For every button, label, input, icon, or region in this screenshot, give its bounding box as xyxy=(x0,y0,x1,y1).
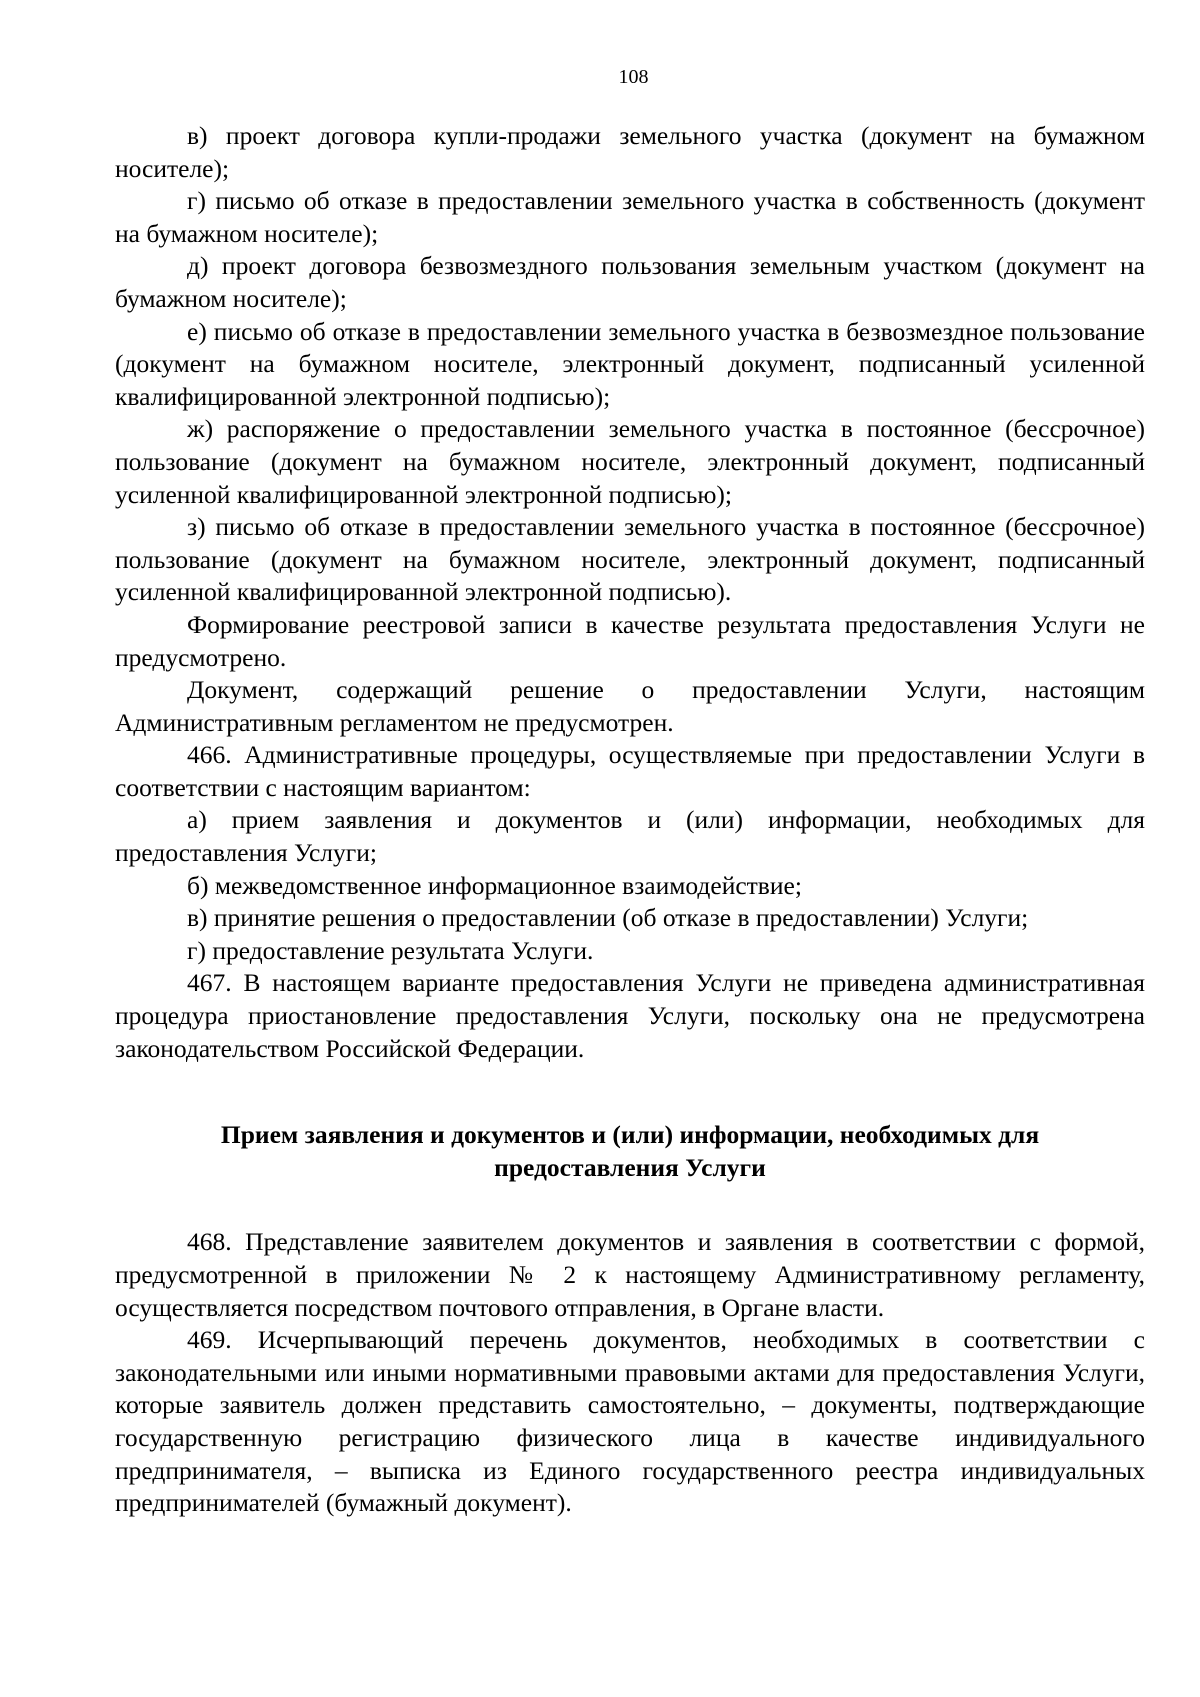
paragraph-item-d: д) проект договора безвозмездного пользования земельным участком (документ на бумажном носителе); xyxy=(115,251,1145,313)
paragraph-item-zh: ж) распоряжение о предоставлении земельного участка в постоянное (бессрочное) пользование (документ на бумажном носителе, электронный документ, подписанный усиленной квалифицированной электронной подписью); xyxy=(115,414,1145,509)
paragraph-469: 469. Исчерпывающий перечень документов, необходимых в соответствии с законодательными или иными нормативными правовыми актами для предоставления Услуги, которые заявитель должен представить самостоятельно, – документы, подтверждающие государственную регистрацию физического лица в качестве индивидуального предпринимателя, – выписка из Единого государственного реестра индивидуальных предпринимателей (бумажный документ). xyxy=(115,1325,1145,1518)
section-heading xyxy=(115,1119,1145,1184)
paragraph-procedure-b: б) межведомственное информационное взаимодействие; xyxy=(187,870,802,900)
paragraph-registry-record: Формирование реестровой записи в качестве результата предоставления Услуги не предусмотрено. xyxy=(115,609,1145,672)
paragraph-procedure-v: в) принятие решения о предоставлении (об отказе в предоставлении) Услуги; xyxy=(187,903,1029,933)
paragraph-procedure-g: г) предоставление результата Услуги. xyxy=(187,935,594,965)
paragraph-item-z: з) письмо об отказе в предоставлении земельного участка в постоянное (бессрочное) пользование (документ на бумажном носителе, электронный документ, подписанный усиленной квалифицированной электронной подписью). xyxy=(115,512,1145,607)
paragraph-item-g: г) письмо об отказе в предоставлении земельного участка в собственность (документ на бумажном носителе); xyxy=(115,186,1145,248)
section-heading-line-1: Прием заявления и документов и (или) информации, необходимых для xyxy=(220,1120,1040,1150)
paragraph-467: 467. В настоящем варианте предоставления Услуги не приведена административная процедура приостановление предоставления Услуги, поскольку она не предусмотрена законодательством Российской Федерации. xyxy=(115,968,1145,1063)
paragraph-item-v: в) проект договора купли-продажи земельного участка (документ на бумажном носителе); xyxy=(115,121,1145,183)
page-number: 108 xyxy=(618,66,649,88)
paragraph-procedure-a: а) прием заявления и документов и (или) информации, необходимых для предоставления Услуги; xyxy=(115,805,1145,868)
paragraph-466: 466. Административные процедуры, осуществляемые при предоставлении Услуги в соответствии с настоящим вариантом: xyxy=(115,740,1145,802)
paragraph-item-e: е) письмо об отказе в предоставлении земельного участка в безвозмездное пользование (документ на бумажном носителе, электронный документ, подписанный усиленной квалифицированной электронной подписью); xyxy=(115,316,1145,411)
document-body xyxy=(115,120,1145,1520)
paragraph-468: 468. Представление заявителем документов и заявления в соответствии с формой, предусмотренной в приложении № 2 к настоящему Административному регламенту, осуществляется посредством почтового отправления, в Органе власти. xyxy=(115,1227,1145,1322)
section-heading-line-2: предоставления Услуги xyxy=(494,1152,766,1182)
paragraph-decision-document: Документ, содержащий решение о предоставлении Услуги, настоящим Административным регламентом не предусмотрен. xyxy=(115,675,1145,737)
